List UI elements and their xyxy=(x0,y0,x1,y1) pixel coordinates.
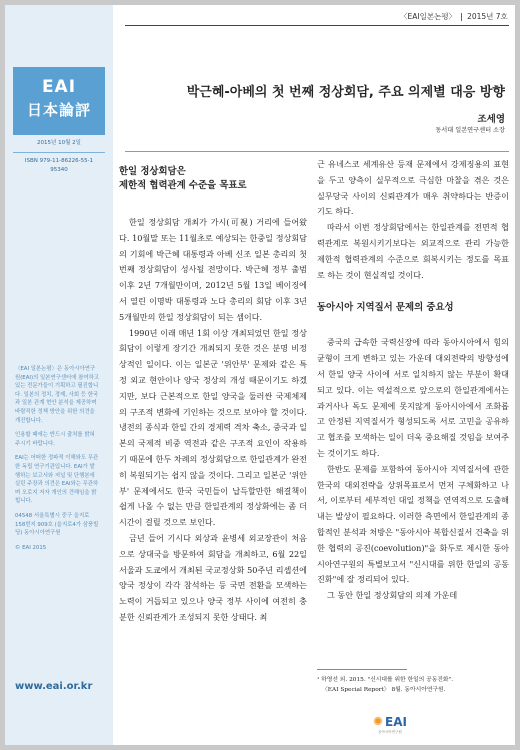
sidebar xyxy=(5,5,113,745)
section-heading-line: 한일 정상회담은 xyxy=(119,166,186,177)
body-text xyxy=(317,157,509,283)
sidebar-note: 〈EAI 일본논평〉은 동아시아연구원(EAI)의 일본연구센터에 참여하고 있는 전문가들이 기획하고 필진합니다. 일본의 정치, 경제, 사회 등 한국과 일본 관계 현안 분석을 제공하며 바람직한 정책 방안을 위한 의견을 개진합니다. xyxy=(15,366,100,424)
publication-info xyxy=(13,139,105,175)
top-rule xyxy=(125,25,509,26)
document-page xyxy=(5,5,515,745)
isbn: ISBN 979-11-86226-55-1 xyxy=(24,158,94,164)
header-divider xyxy=(461,13,462,21)
publication-date: 2015년 10월 2일 xyxy=(37,140,81,146)
website-url[interactable]: www.eai.or.kr xyxy=(15,681,93,692)
section-heading-line: 제한적 협력관계 수준을 목표로 xyxy=(119,180,247,191)
issue-number: 2015년 7호 xyxy=(467,12,508,21)
series-name: 〈EAI일본논평〉 xyxy=(400,12,457,21)
footnote-rule xyxy=(317,669,407,670)
sidebar-notes xyxy=(15,365,99,558)
sidebar-note: 04548 서울특별시 중구 을지로 158번지 909호 (을지로4가 삼풍빌딩) 동아시아연구원 xyxy=(15,512,99,537)
logo-line2: 日本論評 xyxy=(26,101,91,119)
footnote xyxy=(317,675,512,695)
section-heading xyxy=(119,165,307,193)
body-text xyxy=(119,215,307,626)
paragraph: 한일 정상회담 개최가 가시(可視) 거리에 들어왔다. 10월말 또는 11월초로 예상되는 한중일 정상회담의 기회에 박근혜 대통령과 아베 신조 일본 총리의 첫 번째 정상회담이 성사될 전망이다. 박근혜 정부 출범 이후 2년 7개월만이며, 2012년 5월 13일 베이징에서 열린 이명박 대통령과 노다 총리의 회담 이후 3년 5개월만의 한일 정상회담이 되는 셈이다. xyxy=(119,217,307,322)
title-rule xyxy=(125,151,509,152)
footer-logo-text: EAI xyxy=(385,715,407,729)
sidebar-note: EAI는 어떠한 정파적 이해와도 무관한 독립 연구기관입니다. EAI가 발행하는 보고서와 저널 및 단행본에 실린 주장과 의견은 EAI와는 무관하며 오로지 저자 개인의 견해임을 밝힙니다. xyxy=(15,455,99,505)
paragraph: 한반도 문제를 포함하여 동아시아 지역질서에 관한 한국의 대외전략을 상위목표로서 먼저 구체화하고 나서, 이로부터 세부적인 대일 정책을 연역적으로 도출해 내는 발상이 필요하다. 이러한 측면에서 한일관계의 종합적인 분석과 처방은 "동아시아 복합신질서 건축을 위한 협력의 공진(coevolution)"을 화두로 제시한 동아시아연구원의 특별보고서 "신시대를 위한 한일의 공동진화"에 잘 정리되어 있다. xyxy=(317,463,509,585)
paragraph: 근 유네스코 세계유산 등재 문제에서 강제징용의 표현을 두고 양측이 실무적으로 극심한 마찰을 겪은 것은 실무당국 사이의 신뢰관계가 매우 취약하다는 반증이기도 하다. xyxy=(317,159,509,217)
footer-logo-subtext: 동아시아연구원 xyxy=(378,730,402,734)
footnote-line: ¹ 하영선 외. 2015. "신시대를 위한 한일의 공동진화". xyxy=(317,677,454,683)
left-column xyxy=(119,165,307,626)
author-name: 조세영 xyxy=(477,114,505,125)
paragraph: 따라서 이번 정상회담에서는 한일관계를 전면적 협력관계로 복원시키기보다는 외교적으로 관리 가능한 제한적 협력관계의 수준으로 회복시키는 정도를 목표로 하는 것이 현실적일 것이다. xyxy=(317,222,509,280)
isbn-code: 95340 xyxy=(50,167,68,173)
paragraph: 그 동안 한일 정상회담의 의제 가운데 xyxy=(327,590,458,601)
sidebar-note: © EAI 2015 xyxy=(15,544,47,551)
footnote-line: 〈EAI Special Report〉 8월. 동아시아연구원. xyxy=(322,687,446,693)
paragraph: 1990년 이래 매년 1회 이상 개최되었던 한일 정상회담이 이렇게 장기간 개최되지 못한 것은 분명 비정상적인 일이다. 이는 일본군 '위안부' 문제와 같은 특정 외교 현안이나 양국 정상의 개성 때문이기도 하겠지만, 보다 근본적으로 한일 양국을 둘러싼 국제체제의 구조적 변화에 기인하는 것으로 보아야 할 것이다. 냉전의 종식과 한일 간의 경제력 격차 축소, 중국과 일본의 국제적 비중 역전과 같은 구조적 요인이 작용하기 때문에 한두 차례의 정상회담으로 한일관계가 완전히 복원되기는 쉽지 않을 것이다. 그리고 일본군 '위안부' 문제에서도 한국 국민들이 납득할만한 해결책이 쉽게 나올 수 없는 만큼 한일관계의 정상화에는 좀 더 시간이 걸릴 것으로 보인다. xyxy=(119,327,307,528)
paragraph: 금년 들어 기시다 외상과 윤병세 외교장관이 처음으로 상대국을 방문하여 회담을 개최하고, 6월 22일 서울과 도쿄에서 개최된 국교정상화 50주년 리셉션에 양국 정상이 각각 참석하는 등 국면 전환을 모색하는 노력이 거듭되고 있으나 양국 정부 사이에 여전히 충분한 신뢰관계가 조성되지 못한 상태다. 최 xyxy=(119,532,307,622)
section-heading: 동아시아 지역질서 문제의 중요성 xyxy=(317,302,454,314)
logo-line1: EAI xyxy=(41,77,77,97)
eai-japan-review-logo xyxy=(13,67,105,135)
eai-logo-icon xyxy=(373,716,383,726)
body-text xyxy=(317,335,509,604)
article-title: 박근혜-아베의 첫 번째 정상회담, 주요 의제별 대응 방향 xyxy=(186,85,505,100)
right-column xyxy=(317,157,509,604)
author-affiliation: 동서대 일본연구센터 소장 xyxy=(435,127,505,134)
page-header xyxy=(400,11,508,22)
footer-logo xyxy=(373,711,407,735)
sidebar-note: 인용할 때에는 반드시 출처를 밝혀주시기 바랍니다. xyxy=(15,432,95,447)
paragraph: 중국의 급속한 국력신장에 따라 동아시아에서 힘의 균형이 크게 변하고 있는 가운데 대외전략의 방향성에서 한일 양국 사이에 서로 일치하지 않는 부분이 확대되고 있다. 이는 역설적으로 앞으로의 한일관계에서는 과거사나 독도 문제에 못지않게 동아시아에서 조화롭고 안정된 지역질서가 형성되도록 서로 고민을 공유하고 협조를 모색하는 일이 더욱 중요해질 것임을 보여주는 것이기도 하다. xyxy=(317,337,509,458)
